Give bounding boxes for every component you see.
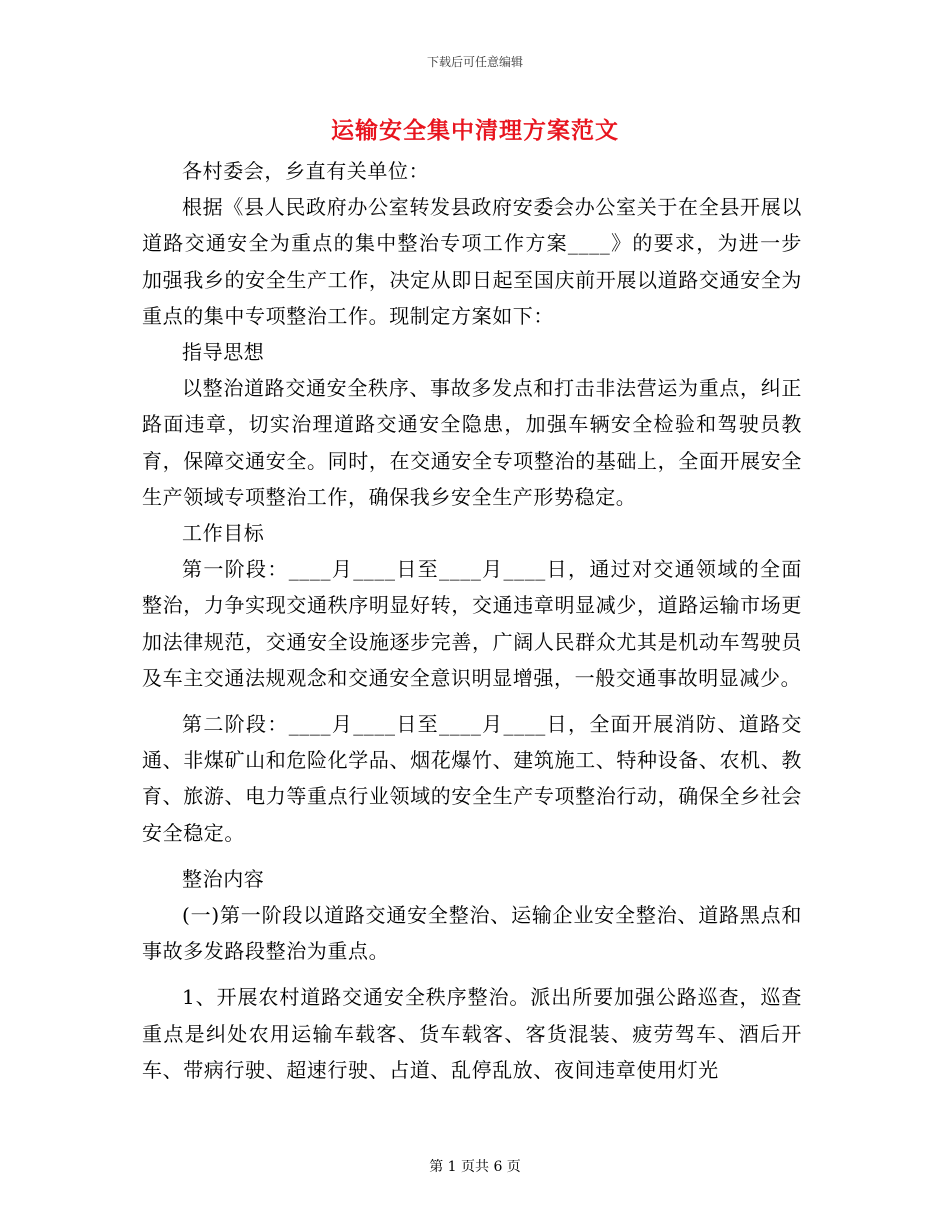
subitem-one-paragraph: 1、开展农村道路交通安全秩序整治。派出所要加强公路巡查，巡查重点是纠处农用运输车载客、货车载客、客货混装、疲劳驾车、酒后开车、带病行驶、超速行驶、占道、乱停乱放、夜间违章使用灯光 [142, 985, 802, 1082]
section-heading-work-goals: 工作目标 [182, 521, 265, 546]
stage-one-paragraph: 第一阶段：____月____日至____月____日，通过对交通领域的全面整治，力争实现交通秩序明显好转，交通违章明显减少，道路运输市场更加法律规范，交通安全设施逐步完善，广阔人民群众尤其是机动车驾驶员及车主交通法规观念和交通安全意识明显增强，一般交通事故明显减少。 [142, 557, 802, 690]
salutation: 各村委会，乡直有关单位： [182, 159, 430, 183]
document-title: 运输安全集中清理方案范文 [331, 117, 619, 144]
document-body [142, 153, 802, 1088]
item-one-paragraph: (一)第一阶段以道路交通安全整治、运输企业安全整治、道路黑点和事故多发路段整治为重点。 [142, 903, 802, 964]
page-footer: 第 1 页共 6 页 [429, 1159, 521, 1175]
guiding-thought-paragraph: 以整治道路交通安全秩序、事故多发点和打击非法营运为重点，纠正路面违章，切实治理道路交通安全隐患，加强车辆安全检验和驾驶员教育，保障交通安全。同时，在交通安全专项整治的基础上，全面开展安全生产领域专项整治工作，确保我乡安全生产形势稳定。 [142, 376, 802, 509]
intro-paragraph: 根据《县人民政府办公室转发县政府安委会办公室关于在全县开展以道路交通安全为重点的集中整治专项工作方案____》的要求，为进一步加强我乡的安全生产工作，决定从即日起至国庆前开展以道路交通安全为重点的集中专项整治工作。现制定方案如下： [142, 195, 802, 328]
section-heading-guiding-thought: 指导思想 [182, 340, 265, 365]
stage-two-paragraph: 第二阶段：____月____日至____月____日，全面开展消防、道路交通、非煤矿山和危险化学品、烟花爆竹、建筑施工、特种设备、农机、教育、旅游、电力等重点行业领域的安全生产专项整治行动，确保全乡社会安全稳定。 [142, 712, 802, 845]
section-heading-rectification-content: 整治内容 [182, 866, 265, 891]
page-header: 下载后可任意编辑 [426, 55, 523, 69]
